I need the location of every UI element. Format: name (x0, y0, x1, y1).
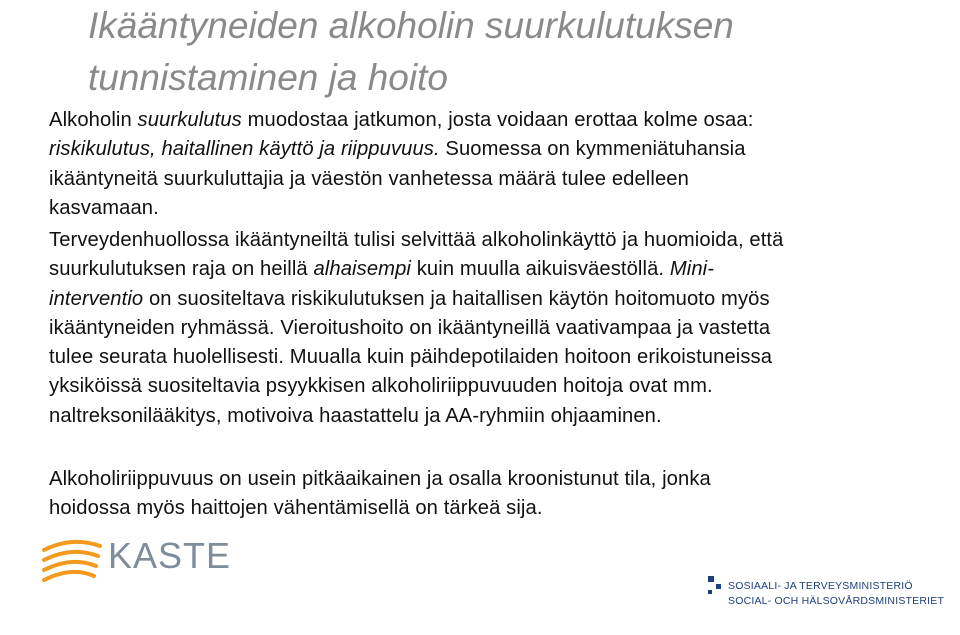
paragraph-line: tulee seurata huolellisesti. Muualla kuin päihdepotilaiden hoitoon erikoistuneissa (49, 346, 773, 369)
kaste-wordmark: KASTE (108, 535, 232, 576)
kaste-logo (42, 535, 232, 584)
ministry-mark-icon (708, 576, 726, 598)
emphasis-alhaisempi: alhaisempi (313, 258, 411, 281)
ministry-name-sv: SOCIAL- OCH HÄLSOVÅRDSMINISTERIET (728, 595, 945, 607)
kaste-arcs-icon (42, 536, 106, 584)
slide-title (88, 0, 948, 104)
paragraph-definition (49, 106, 929, 223)
paragraph-line: naltreksonilääkitys, motivoiva haastattelu ja AA-ryhmiin ohjaaminen. (49, 404, 662, 427)
paragraph-line: Alkoholiriippuvuus on usein pitkäaikainen ja osalla kroonistunut tila, jonka (49, 468, 711, 490)
paragraph-line: yksiköissä suositeltavia psyykkisen alkoholiriippuvuuden hoitoja ovat mm. (49, 375, 713, 398)
emphasis-categories: riskikulutus, haitallinen käyttö ja riippuvuus. (49, 138, 440, 161)
paragraph-line: ikääntyneiden ryhmässä. Vieroitushoito on ikääntyneillä vaativampaa ja vastetta (49, 316, 771, 339)
paragraph-line: ikääntyneitä suurkuluttajia ja väestön vanhetessa määrä tulee edelleen (49, 167, 689, 190)
paragraph-treatment (49, 226, 929, 431)
emphasis-mini: Mini- (669, 258, 715, 281)
paragraph-line: interventio on suositeltava riskikulutuksen ja haitallisen käytön hoitomuoto myös (49, 287, 770, 310)
paragraph-line: suurkulutuksen raja on heillä alhaisempi kuin muulla aikuisväestöllä. Mini- (49, 258, 715, 281)
slide-title-line-1: Ikääntyneiden alkoholin suurkulutuksen (88, 5, 734, 46)
paragraph-line: kasvamaan. (49, 196, 159, 219)
emphasis-suurkulutus: suurkulutus (137, 109, 242, 131)
ministry-name-fi: SOSIAALI- JA TERVEYSMINISTERIÖ (728, 580, 913, 592)
paragraph-line: riskikulutus, haitallinen käyttö ja riippuvuus. Suomessa on kymmeniätuhansia (49, 138, 746, 161)
emphasis-interventio: interventio (49, 287, 144, 310)
paragraph-line: Terveydenhuollossa ikääntyneiltä tulisi selvittää alkoholinkäyttö ja huomioida, että (49, 229, 784, 251)
paragraph-dependency (49, 465, 929, 524)
ministry-name (728, 579, 944, 609)
paragraph-line: Alkoholin suurkulutus muodostaa jatkumon, josta voidaan erottaa kolme osaa: (49, 109, 754, 131)
slide-title-line-2: tunnistaminen ja hoito (88, 57, 448, 98)
paragraph-line: hoidossa myös haittojen vähentämisellä on tärkeä sija. (49, 497, 543, 520)
ministry-logo (708, 576, 948, 616)
